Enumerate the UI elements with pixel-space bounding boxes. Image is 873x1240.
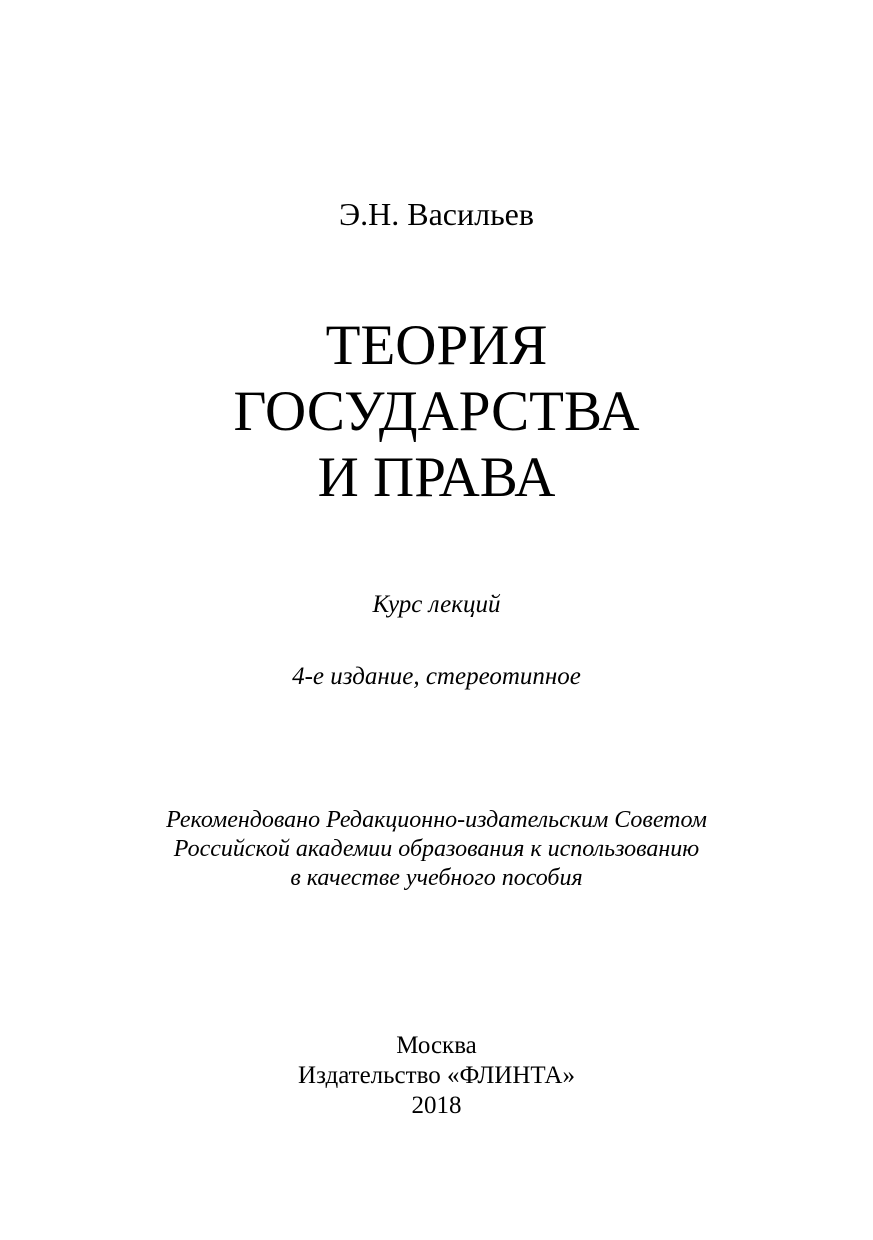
imprint-year: 2018 xyxy=(411,1092,462,1119)
imprint-publisher: Издательство «ФЛИНТА» xyxy=(298,1062,575,1089)
recommendation-note xyxy=(0,806,873,893)
recommendation-line: Российской академии образования к использованию xyxy=(173,836,700,862)
book-title-line: ТЕОРИЯ xyxy=(325,314,548,377)
recommendation-line: в качестве учебного пособия xyxy=(290,865,583,891)
imprint-city: Москва xyxy=(396,1032,477,1059)
book-title-line: ГОСУДАРСТВА xyxy=(233,380,640,443)
publisher-imprint xyxy=(0,1031,873,1121)
recommendation-line: Рекомендовано Редакционно-издательским Советом xyxy=(166,807,707,833)
book-title-line: И ПРАВА xyxy=(317,446,556,509)
author-name: Э.Н. Васильев xyxy=(339,196,534,232)
edition-note: 4-е издание, стереотипное xyxy=(292,663,581,690)
book-title xyxy=(0,313,873,511)
book-subtitle: Курс лекций xyxy=(372,591,501,618)
